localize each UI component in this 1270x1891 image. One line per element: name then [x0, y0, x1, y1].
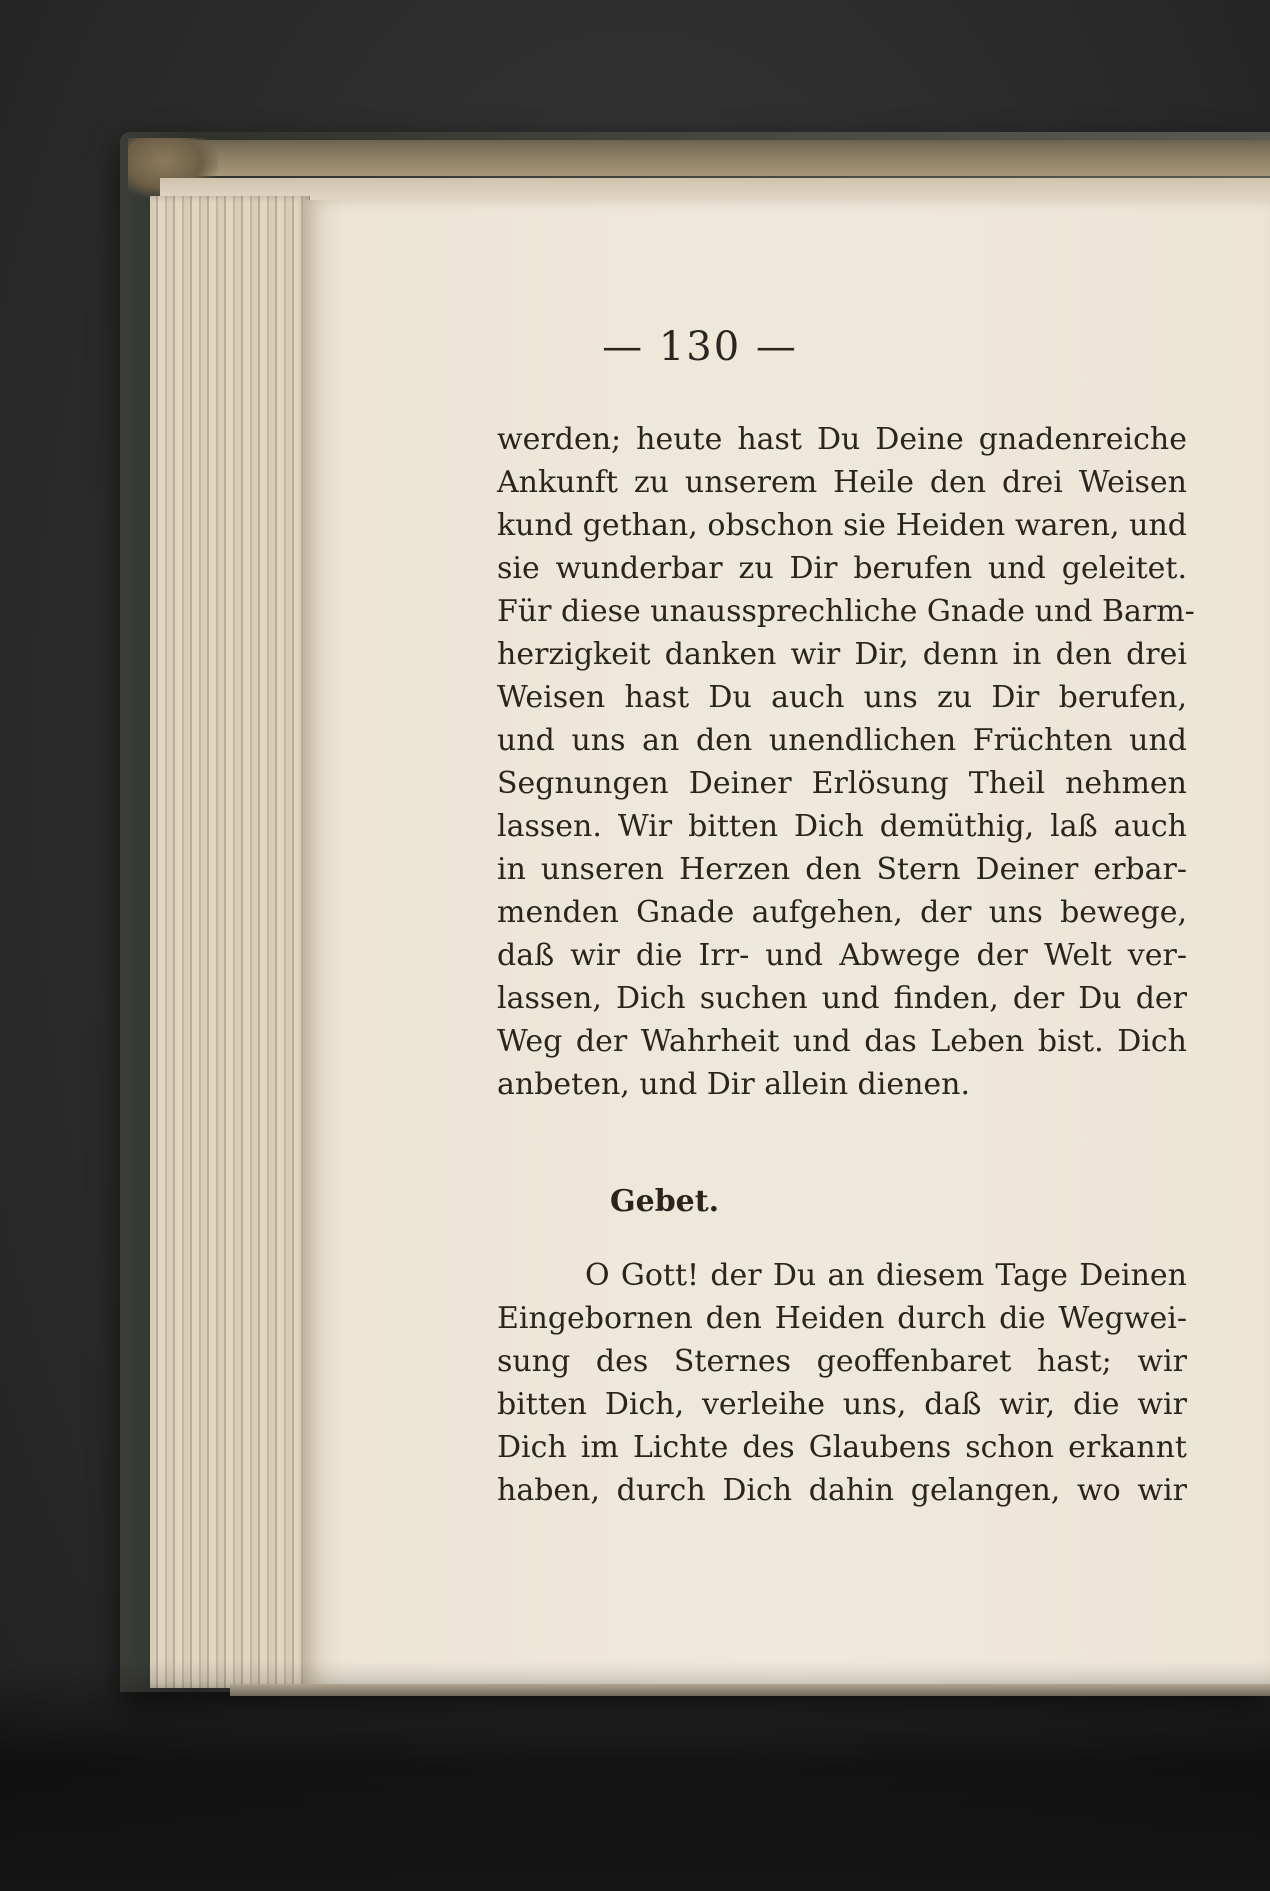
- text-line: bitten Dich, verleihe uns, daß wir, die wir: [497, 1387, 1187, 1422]
- text-line: kund gethan, obschon sie Heiden waren, und: [497, 508, 1187, 543]
- text-line: menden Gnade aufgehen, der uns bewege,: [497, 895, 1187, 930]
- text-line: lassen. Wir bitten Dich demüthig, laß auch: [497, 809, 1187, 844]
- text-line: sie wunderbar zu Dir berufen und geleitet.: [497, 551, 1187, 586]
- page-number: — 130 —: [602, 324, 798, 370]
- text-line: Weg der Wahrheit und das Leben bist. Dich: [497, 1024, 1187, 1059]
- text-line: werden; heute hast Du Deine gnadenreiche: [497, 422, 1187, 457]
- text-line: Segnungen Deiner Erlösung Theil nehmen: [497, 766, 1187, 801]
- text-line: haben, durch Dich dahin gelangen, wo wir: [497, 1473, 1187, 1508]
- text-line: lassen, Dich suchen und finden, der Du der: [497, 981, 1187, 1016]
- page-block-top: [160, 178, 1270, 202]
- text-line: sung des Sternes geoffenbaret hast; wir: [497, 1344, 1187, 1379]
- body-text: [497, 418, 1195, 1106]
- text-line: und uns an den unendlichen Früchten und: [497, 723, 1187, 758]
- prayer-text: [497, 1254, 1187, 1512]
- text-line: herzigkeit danken wir Dir, denn in den drei: [497, 637, 1187, 672]
- text-line: daß wir die Irr- und Abwege der Welt ver-: [497, 938, 1187, 973]
- table-shadow: [0, 1661, 1270, 1891]
- text-line: Weisen hast Du auch uns zu Dir berufen,: [497, 680, 1187, 715]
- text-line: Ankunft zu unserem Heile den drei Weisen: [497, 465, 1187, 500]
- section-heading: Gebet.: [610, 1184, 720, 1219]
- text-line: Eingebornen den Heiden durch die Wegwei-: [497, 1301, 1187, 1336]
- page-stack-edges: [150, 196, 310, 1688]
- text-line: in unseren Herzen den Stern Deiner erbar-: [497, 852, 1187, 887]
- text-line: O Gott! der Du an diesem Tage Deinen: [585, 1258, 1187, 1293]
- book-spine-top: [130, 140, 1270, 176]
- text-line: Für diese unaussprechliche Gnade und Barm-: [497, 594, 1195, 629]
- text-line: Dich im Lichte des Glaubens schon erkannt: [497, 1430, 1187, 1465]
- text-line: anbeten, und Dir allein dienen.: [497, 1067, 971, 1102]
